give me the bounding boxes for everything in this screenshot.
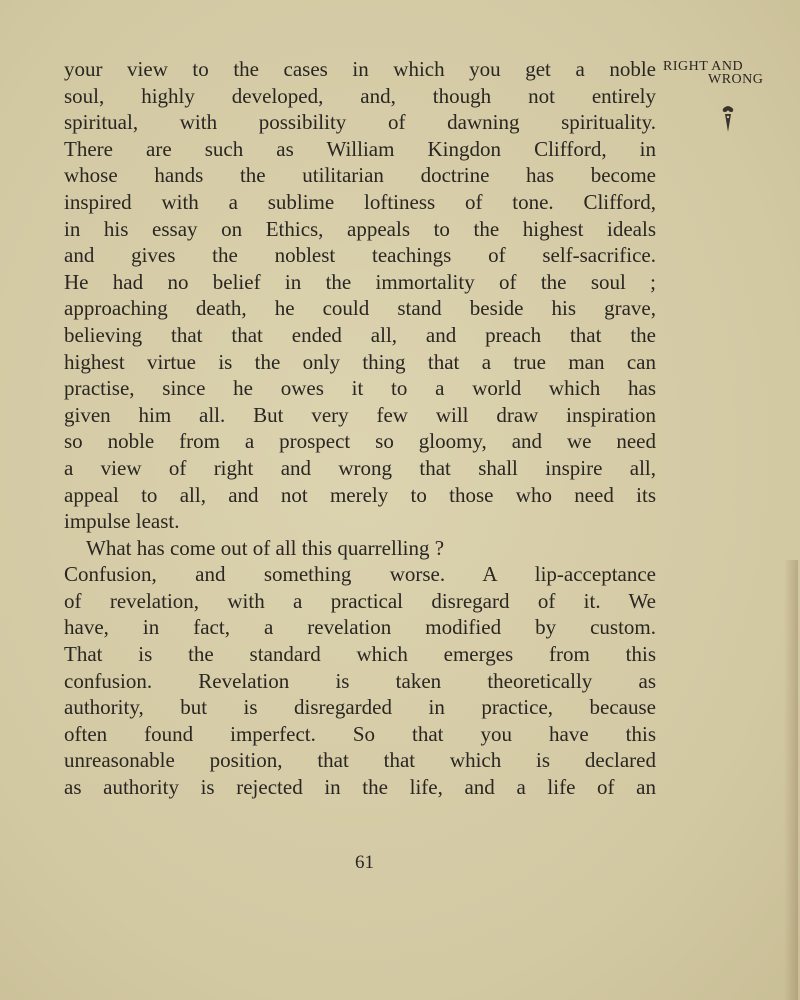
text-line: spiritual, with possibility of dawning spirituality.	[64, 110, 656, 135]
text-line: have, in fact, a revelation modified by custom.	[64, 615, 656, 640]
text-line: often found imperfect. So that you have this	[64, 721, 656, 746]
text-line: impulse least.	[64, 509, 180, 534]
text-line: There are such as William Kingdon Clifford, in	[64, 136, 656, 161]
text-line: given him all. But very few will draw inspiration	[64, 402, 656, 427]
text-line: believing that that ended all, and preach that the	[64, 322, 656, 347]
text-line: so noble from a prospect so gloomy, and we need	[64, 429, 656, 454]
text-line: What has come out of all this quarrelling ?	[86, 535, 445, 560]
ornamental-device-icon	[718, 104, 738, 134]
text-line: inspired with a sublime loftiness of tone. Clifford,	[64, 189, 656, 214]
text-line: highest virtue is the only thing that a true man can	[64, 349, 656, 374]
text-line: That is the standard which emerges from this	[64, 642, 656, 667]
text-line: He had no belief in the immortality of the soul ;	[64, 269, 656, 294]
running-head-line-1: RIGHT AND	[663, 59, 744, 74]
text-line: Confusion, and something worse. A lip-acceptance	[64, 562, 656, 587]
running-head	[663, 60, 763, 87]
text-line: unreasonable position, that that which is declared	[64, 748, 656, 773]
body-text	[64, 56, 656, 801]
text-line: whose hands the utilitarian doctrine has become	[64, 163, 656, 188]
text-line: in his essay on Ethics, appeals to the highest ideals	[64, 216, 656, 241]
text-line: a view of right and wrong that shall inspire all,	[64, 455, 656, 480]
text-line: your view to the cases in which you get a noble	[64, 57, 656, 81]
text-line: approaching death, he could stand beside his grave,	[64, 296, 656, 321]
text-line: confusion. Revelation is taken theoretically as	[64, 668, 656, 693]
text-line: of revelation, with a practical disregard of it. We	[64, 588, 656, 613]
text-line: and gives the noblest teachings of self-sacrifice.	[64, 243, 656, 268]
running-head-line-2: WRONG	[708, 72, 764, 87]
text-line: soul, highly developed, and, though not entirely	[64, 83, 656, 108]
text-line: appeal to all, and not merely to those who need its	[64, 482, 656, 507]
page-edge-shadow	[784, 560, 798, 1000]
text-line: authority, but is disregarded in practice, because	[64, 695, 656, 720]
page-number: 61	[355, 852, 374, 873]
text-line: as authority is rejected in the life, and a life of an	[64, 775, 656, 800]
text-line: practise, since he owes it to a world which has	[64, 376, 656, 401]
